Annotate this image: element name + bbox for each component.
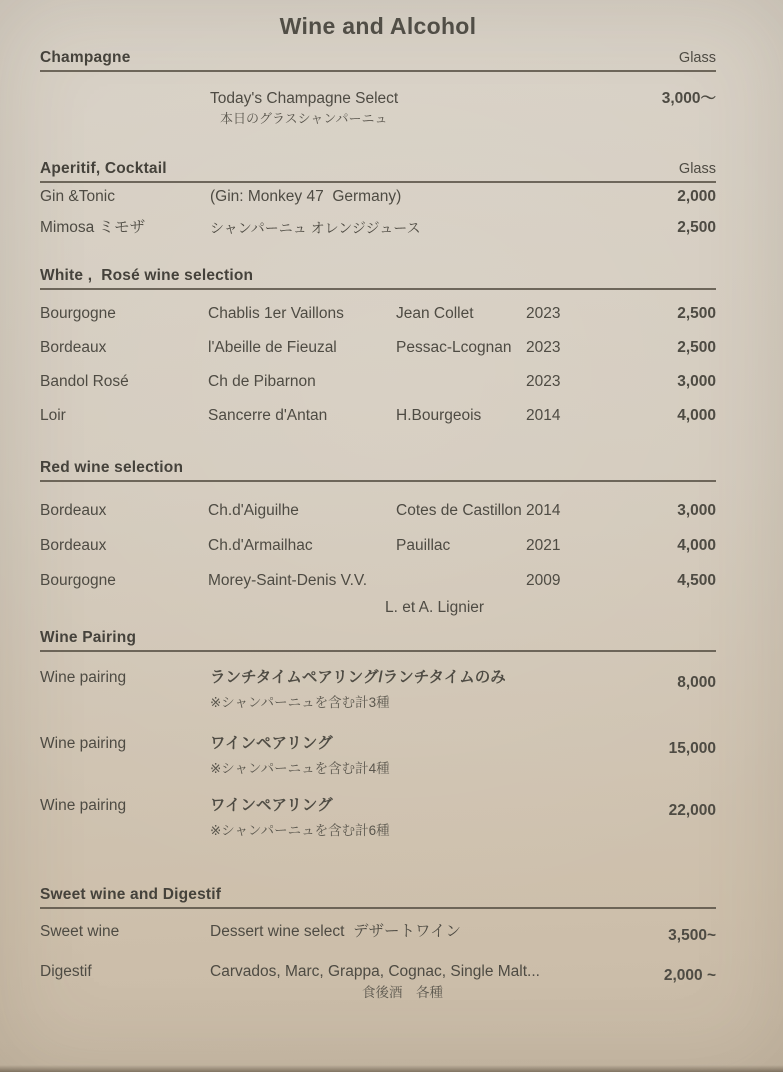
item-desc-sub: 食後酒 各種: [362, 985, 443, 1000]
section-title: White , Rosé wine selection: [40, 267, 254, 284]
wine-vintage: 2023: [526, 373, 561, 390]
wine-name: Chablis 1er Vaillons: [208, 305, 344, 322]
item-name: Sweet wine: [40, 923, 120, 940]
wine-row: [40, 536, 716, 556]
section-title: Sweet wine and Digestif: [40, 886, 222, 903]
wine-row: [40, 372, 716, 392]
item-name: Gin &Tonic: [40, 188, 115, 205]
wine-name: Ch.d'Aiguilhe: [208, 502, 299, 519]
wine-region: Bordeaux: [40, 502, 107, 519]
item-name: Digestif: [40, 963, 92, 980]
unit-label: Glass: [678, 50, 716, 66]
section-header-row: [40, 458, 716, 478]
section-header-row: [40, 885, 716, 905]
menu-row: [40, 734, 716, 777]
wine-region: Bandol Rosé: [40, 373, 129, 390]
wine-vintage: 2021: [526, 537, 561, 554]
wine-vintage: 2014: [526, 502, 561, 519]
section-aperitif: [40, 159, 716, 238]
section-champagne: [40, 48, 716, 127]
wine-vintage: 2023: [526, 339, 561, 356]
item-price: 15,000: [668, 740, 716, 757]
section-red: [40, 458, 716, 618]
wine-row: [40, 304, 716, 324]
item-desc: Carvados, Marc, Grappa, Cognac, Single Malt...: [210, 963, 540, 980]
wine-producer: H.Bourgeois: [396, 407, 482, 424]
wine-producer: [396, 372, 526, 392]
wine-row: [40, 501, 716, 521]
item-desc: ワインペアリング: [210, 797, 333, 814]
item-price: 22,000: [668, 802, 716, 819]
section-header-row: [40, 266, 716, 286]
wine-price: 3,000: [677, 373, 716, 390]
item-price: 2,000 ~: [663, 967, 716, 984]
wine-region: Bourgogne: [40, 305, 116, 322]
item-price: 8,000: [677, 674, 716, 691]
section-divider: [40, 907, 716, 909]
item-price: 2,000: [677, 188, 716, 205]
wine-name: Ch de Pibarnon: [208, 373, 316, 390]
unit-label: Glass: [678, 161, 716, 177]
section-title: Wine Pairing: [40, 629, 137, 646]
wine-region: Bordeaux: [40, 339, 107, 356]
wine-name: Sancerre d'Antan: [208, 407, 328, 424]
wine-price: 4,000: [677, 407, 716, 424]
wine-producer: Jean Collet: [396, 305, 474, 322]
wine-row: [40, 406, 716, 426]
item-desc-sub: ※シャンパーニュを含む計4種: [210, 761, 390, 776]
wine-vintage: 2009: [526, 572, 561, 589]
item-desc: シャンパーニュ オレンジジュース: [210, 220, 421, 236]
wine-vintage: 2014: [526, 407, 561, 424]
menu-row: [40, 218, 716, 238]
wine-price: 4,000: [677, 537, 716, 554]
section-header-row: [40, 628, 716, 648]
item-name: Wine pairing: [40, 797, 127, 814]
item-name: Wine pairing: [40, 735, 127, 752]
wine-producer: Pauillac: [396, 537, 451, 554]
section-pairing: [40, 628, 716, 839]
item-desc: Dessert wine select デザートワイン: [210, 923, 462, 940]
section-sweet: [40, 885, 716, 1001]
wine-price: 3,000: [677, 502, 716, 519]
section-divider: [40, 70, 716, 72]
wine-row: [40, 571, 716, 591]
wine-producer-note: L. et A. Lignier: [385, 599, 485, 616]
wine-vintage: 2023: [526, 305, 561, 322]
item-price: 2,500: [677, 219, 716, 236]
wine-name: Ch.d'Armailhac: [208, 537, 313, 554]
section-title: Champagne: [40, 49, 131, 66]
item-desc-wrap: [210, 668, 598, 711]
wine-region: Bordeaux: [40, 537, 107, 554]
item-price: 3,500~: [668, 927, 716, 944]
wine-region: Bourgogne: [40, 572, 116, 589]
wine-producer: Cotes de Castillon: [396, 502, 522, 519]
item-desc-sub: ※シャンパーニュを含む計3種: [210, 695, 390, 710]
section-header-row: [40, 48, 716, 68]
item-desc: ランチタイムペアリング/ランチタイムのみ: [210, 669, 506, 686]
wine-name: l'Abeille de Fieuzal: [208, 339, 337, 356]
section-divider: [40, 480, 716, 482]
section-title: Red wine selection: [40, 459, 184, 476]
item-desc: Today's Champagne Select: [210, 90, 399, 107]
menu-row: [40, 796, 716, 839]
wine-region: Loir: [40, 407, 66, 424]
item-desc: (Gin: Monkey 47 Germany): [210, 188, 402, 205]
wine-name: Morey-Saint-Denis V.V.: [208, 572, 368, 589]
item-desc-wrap: [210, 89, 598, 127]
item-desc-wrap: [210, 796, 598, 839]
menu-row: [40, 187, 716, 207]
menu-row: [40, 89, 716, 127]
item-price: 3,000〜: [661, 90, 716, 107]
item-name: Wine pairing: [40, 669, 127, 686]
wine-price: 2,500: [677, 339, 716, 356]
item-desc: ワインペアリング: [210, 735, 333, 752]
section-header-row: [40, 159, 716, 179]
item-name: Mimosa ミモザ: [40, 219, 146, 236]
wine-price: 2,500: [677, 305, 716, 322]
page-title: Wine and Alcohol: [279, 13, 477, 39]
menu-row: [40, 668, 716, 711]
wine-row: [40, 338, 716, 358]
section-divider: [40, 181, 716, 183]
item-name: [40, 89, 210, 127]
item-desc-sub: ※シャンパーニュを含む計6種: [210, 823, 390, 838]
item-desc-wrap: [210, 962, 598, 1001]
menu-row: [40, 922, 716, 946]
item-desc-wrap: [210, 734, 598, 777]
wine-producer: Pessac-Lcognan: [396, 339, 512, 356]
section-divider: [40, 288, 716, 290]
menu-row: [40, 962, 716, 1001]
wine-price: 4,500: [677, 572, 716, 589]
section-white-rose: [40, 266, 716, 426]
section-title: Aperitif, Cocktail: [40, 160, 167, 177]
item-desc-sub: 本日のグラスシャンパーニュ: [220, 111, 388, 126]
section-divider: [40, 650, 716, 652]
